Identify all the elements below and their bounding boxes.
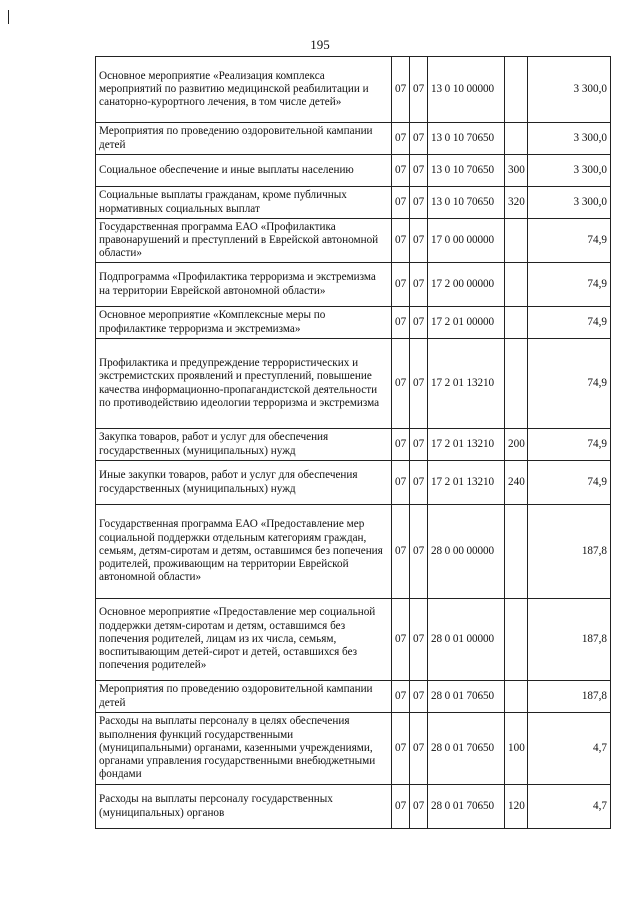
table-row [96,155,611,187]
row-amount: 74,9 [528,429,611,461]
row-subsection-code: 07 [410,57,428,123]
row-subsection-code: 07 [410,339,428,429]
row-amount: 4,7 [528,785,611,829]
table-row [96,713,611,785]
row-target-code: 17 0 00 00000 [428,219,505,263]
row-target-code: 28 0 01 70650 [428,713,505,785]
table-row [96,599,611,681]
row-target-code: 17 2 01 13210 [428,461,505,505]
scan-edge-mark [8,10,9,24]
row-target-code: 13 0 10 00000 [428,57,505,123]
row-expense-type-code [505,123,528,155]
table-row [96,339,611,429]
row-section-code: 07 [392,505,410,599]
row-subsection-code: 07 [410,307,428,339]
row-name: Основное мероприятие «Реализация комплекса мероприятий по развитию медицинской реабилитации и санаторно-курортного лечения, в том числе детей» [96,57,392,123]
table-row [96,219,611,263]
row-subsection-code: 07 [410,461,428,505]
row-section-code: 07 [392,219,410,263]
row-section-code: 07 [392,461,410,505]
row-section-code: 07 [392,681,410,713]
row-section-code: 07 [392,339,410,429]
row-target-code: 28 0 01 70650 [428,681,505,713]
row-amount: 74,9 [528,339,611,429]
row-subsection-code: 07 [410,429,428,461]
row-amount: 74,9 [528,307,611,339]
row-expense-type-code [505,599,528,681]
row-section-code: 07 [392,307,410,339]
row-subsection-code: 07 [410,681,428,713]
row-amount: 3 300,0 [528,187,611,219]
row-subsection-code: 07 [410,505,428,599]
row-name: Профилактика и предупреждение террористических и экстремистских проявлений и преступлений, повышение качества информационно-пропагандистской деятельности по противодействию идеологии терроризма и экстремизма [96,339,392,429]
row-expense-type-code: 100 [505,713,528,785]
row-amount: 187,8 [528,599,611,681]
row-amount: 187,8 [528,505,611,599]
table-row [96,187,611,219]
row-amount: 74,9 [528,219,611,263]
row-expense-type-code: 300 [505,155,528,187]
row-target-code: 28 0 00 00000 [428,505,505,599]
row-subsection-code: 07 [410,219,428,263]
table-row [96,307,611,339]
row-name: Основное мероприятие «Предоставление мер социальной поддержки детям-сиротам и детям, оставшимся без попечения родителей, лицам из их числа, семьям, воспитывающим детей-сирот и детей, оставшихся без попечения родителей» [96,599,392,681]
row-subsection-code: 07 [410,187,428,219]
table-row [96,429,611,461]
row-name: Государственная программа ЕАО «Профилактика правонарушений и преступлений в Еврейской автономной области» [96,219,392,263]
row-target-code: 17 2 01 13210 [428,429,505,461]
table-row [96,505,611,599]
row-amount: 187,8 [528,681,611,713]
row-section-code: 07 [392,599,410,681]
row-section-code: 07 [392,123,410,155]
row-amount: 3 300,0 [528,57,611,123]
row-expense-type-code [505,57,528,123]
budget-table [95,56,611,829]
row-expense-type-code [505,219,528,263]
row-expense-type-code: 320 [505,187,528,219]
row-expense-type-code [505,339,528,429]
row-amount: 3 300,0 [528,123,611,155]
row-section-code: 07 [392,713,410,785]
row-target-code: 13 0 10 70650 [428,155,505,187]
row-target-code: 13 0 10 70650 [428,123,505,155]
row-section-code: 07 [392,429,410,461]
budget-table-body [96,57,611,829]
row-name: Мероприятия по проведению оздоровительной кампании детей [96,681,392,713]
row-target-code: 17 2 01 00000 [428,307,505,339]
row-section-code: 07 [392,155,410,187]
row-expense-type-code [505,263,528,307]
row-subsection-code: 07 [410,785,428,829]
row-section-code: 07 [392,187,410,219]
row-expense-type-code: 240 [505,461,528,505]
row-subsection-code: 07 [410,123,428,155]
table-row [96,681,611,713]
row-target-code: 28 0 01 00000 [428,599,505,681]
row-section-code: 07 [392,57,410,123]
row-name: Расходы на выплаты персоналу в целях обеспечения выполнения функций государственными (муниципальными) органами, казенными учреждениями, органами управления государственными внебюджетными фондами [96,713,392,785]
row-subsection-code: 07 [410,263,428,307]
row-expense-type-code [505,307,528,339]
table-row [96,461,611,505]
table-row [96,123,611,155]
row-section-code: 07 [392,263,410,307]
row-name: Основное мероприятие «Комплексные меры по профилактике терроризма и экстремизма» [96,307,392,339]
row-expense-type-code [505,681,528,713]
page-number: 195 [310,37,330,52]
row-target-code: 17 2 01 13210 [428,339,505,429]
table-row [96,57,611,123]
row-expense-type-code [505,505,528,599]
row-target-code: 28 0 01 70650 [428,785,505,829]
row-subsection-code: 07 [410,599,428,681]
table-row [96,263,611,307]
row-name: Закупка товаров, работ и услуг для обеспечения государственных (муниципальных) нужд [96,429,392,461]
row-section-code: 07 [392,785,410,829]
row-amount: 4,7 [528,713,611,785]
row-name: Иные закупки товаров, работ и услуг для обеспечения государственных (муниципальных) нужд [96,461,392,505]
row-subsection-code: 07 [410,713,428,785]
row-amount: 74,9 [528,263,611,307]
row-name: Социальные выплаты гражданам, кроме публичных нормативных социальных выплат [96,187,392,219]
row-name: Мероприятия по проведению оздоровительной кампании детей [96,123,392,155]
row-name: Государственная программа ЕАО «Предоставление мер социальной поддержки отдельным категориям граждан, семьям, детям-сиротам и детям, оставшимся без попечения родителей, проживающим на территории Еврейской автономной области» [96,505,392,599]
row-name: Подпрограмма «Профилактика терроризма и экстремизма на территории Еврейской автономной области» [96,263,392,307]
row-amount: 74,9 [528,461,611,505]
row-target-code: 17 2 00 00000 [428,263,505,307]
row-amount: 3 300,0 [528,155,611,187]
row-subsection-code: 07 [410,155,428,187]
table-row [96,785,611,829]
row-expense-type-code: 200 [505,429,528,461]
row-name: Расходы на выплаты персоналу государственных (муниципальных) органов [96,785,392,829]
row-target-code: 13 0 10 70650 [428,187,505,219]
row-expense-type-code: 120 [505,785,528,829]
row-name: Социальное обеспечение и иные выплаты населению [96,155,392,187]
